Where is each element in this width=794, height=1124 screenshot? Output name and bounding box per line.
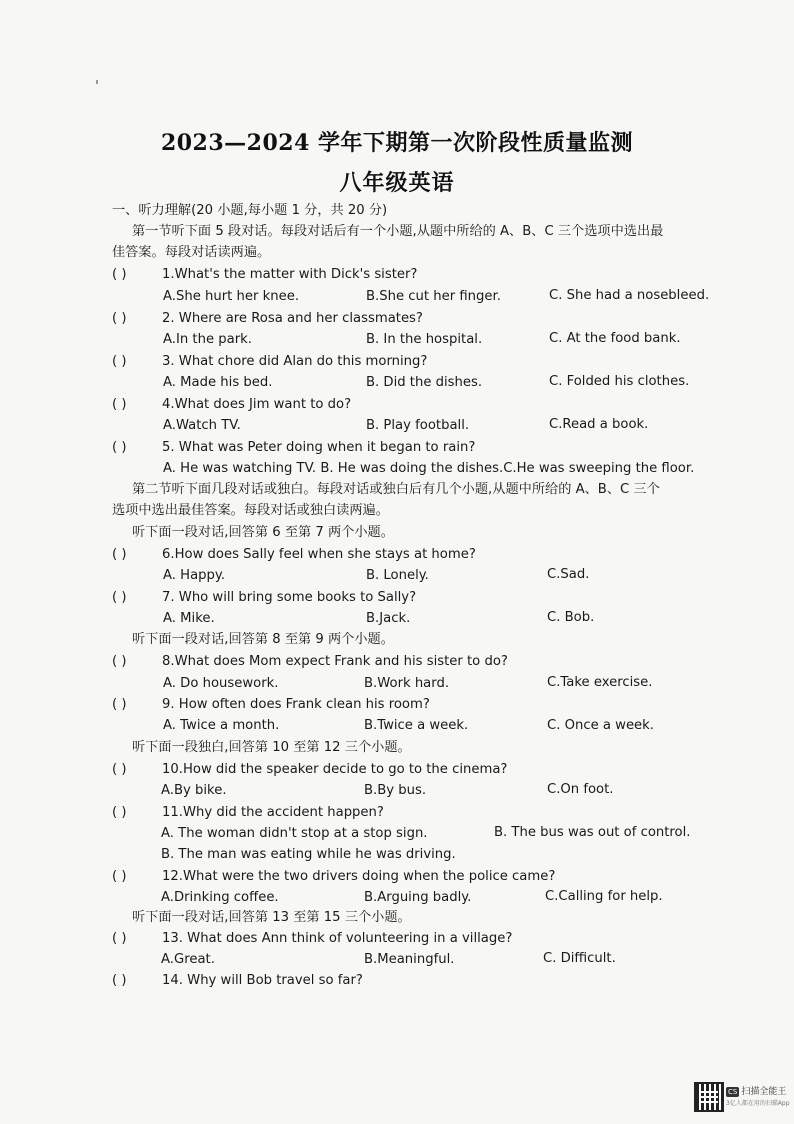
option-c: C. Once a week.	[547, 718, 655, 733]
option-a: A. The woman didn't stop at a stop sign.	[161, 826, 428, 841]
question-1	[112, 267, 417, 283]
option-c: C.Take exercise.	[547, 675, 653, 690]
answer-blank: ( )	[112, 590, 127, 605]
listening-instruction: 听下面一段独白,回答第 10 至第 12 三个小题。	[132, 740, 411, 755]
option-a: A.In the park.	[163, 332, 252, 347]
option-a: A.Drinking coffee.	[161, 890, 279, 905]
question-text: 8.What does Mom expect Frank and his sister to do?	[162, 654, 508, 669]
scanner-badge: CS	[728, 1088, 738, 1096]
option-b: B.Jack.	[366, 611, 411, 626]
answer-blank: ( )	[112, 869, 127, 884]
option-c: C.Calling for help.	[545, 889, 663, 904]
section-heading: 一、听力理解(20 小题,每小题 1 分，共 20 分)	[112, 203, 388, 218]
scan-speck	[96, 80, 98, 84]
question-4	[112, 397, 351, 413]
question-text: 4.What does Jim want to do?	[162, 397, 352, 412]
question-text: 1.What's the matter with Dick's sister?	[162, 267, 418, 282]
option-c: B. The man was eating while he was driving.	[161, 847, 456, 862]
option-a: A.Watch TV.	[163, 418, 241, 433]
scanner-name: 扫描全能王	[741, 1087, 787, 1097]
answer-blank: ( )	[112, 762, 127, 777]
option-b: B.Work hard.	[364, 676, 450, 691]
question-3	[112, 354, 427, 370]
options-abc: A. He was watching TV. B. He was doing the dishes.C.He was sweeping the floor.	[163, 461, 695, 476]
answer-blank: ( )	[112, 931, 127, 946]
question-2	[112, 311, 423, 327]
answer-blank: ( )	[112, 805, 127, 820]
option-b: B.Twice a week.	[364, 718, 469, 733]
question-8	[112, 654, 508, 670]
answer-blank: ( )	[112, 354, 127, 369]
option-c: C. Folded his clothes.	[549, 374, 690, 389]
option-a: A. Mike.	[163, 611, 215, 626]
option-b: B. Play football.	[366, 418, 470, 433]
option-a: A. Twice a month.	[163, 718, 280, 733]
option-a: A.Great.	[161, 952, 215, 967]
option-a: A. Made his bed.	[163, 375, 273, 390]
question-text: 10.How did the speaker decide to go to the cinema?	[162, 762, 508, 777]
part2-instruction-line2: 选项中选出最佳答案。每段对话或独白读两遍。	[112, 503, 389, 518]
answer-blank: ( )	[112, 973, 127, 988]
scanner-tagline: 3亿人都在用的扫描App	[726, 1100, 790, 1107]
qr-code-icon	[694, 1082, 724, 1112]
part1-instruction-line1: 第一节听下面 5 段对话。每段对话后有一个小题,从题中所给的 A、B、C 三个选项中选出最	[132, 224, 664, 239]
answer-blank: ( )	[112, 547, 127, 562]
question-text: 2. Where are Rosa and her classmates?	[162, 311, 423, 326]
listening-instruction: 听下面一段对话,回答第 6 至第 7 两个小题。	[132, 525, 394, 540]
option-a: A.By bike.	[161, 783, 227, 798]
exam-subtitle: 八年级英语	[339, 170, 455, 196]
question-text: 14. Why will Bob travel so far?	[162, 973, 363, 988]
option-c: C. At the food bank.	[549, 331, 681, 346]
answer-blank: ( )	[112, 654, 127, 669]
option-c: C. Bob.	[547, 610, 595, 625]
option-b: B.By bus.	[364, 783, 427, 798]
option-b: B.Arguing badly.	[364, 890, 472, 905]
option-c: C. She had a nosebleed.	[549, 288, 710, 303]
option-b: B. In the hospital.	[366, 332, 483, 347]
question-10	[112, 762, 507, 778]
question-6	[112, 547, 476, 563]
question-9	[112, 697, 430, 713]
question-text: 6.How does Sally feel when she stays at home?	[162, 547, 476, 562]
option-a: A.She hurt her knee.	[163, 289, 300, 304]
option-b: B. The bus was out of control.	[494, 825, 691, 840]
exam-title: 2023—2024 学年下期第一次阶段性质量监测	[160, 130, 634, 156]
option-b: B.She cut her finger.	[366, 289, 501, 304]
question-13	[112, 931, 512, 947]
option-c: C.On foot.	[547, 782, 614, 797]
option-c: C.Sad.	[547, 567, 590, 582]
question-text: 12.What were the two drivers doing when the police came?	[162, 869, 556, 884]
answer-blank: ( )	[112, 440, 127, 455]
answer-blank: ( )	[112, 397, 127, 412]
answer-blank: ( )	[112, 697, 127, 712]
question-12	[112, 869, 555, 885]
listening-instruction: 听下面一段对话,回答第 13 至第 15 三个小题。	[132, 910, 411, 925]
question-text: 7. Who will bring some books to Sally?	[162, 590, 417, 605]
listening-instruction: 听下面一段对话,回答第 8 至第 9 两个小题。	[132, 632, 394, 647]
part1-instruction-line2: 佳答案。每段对话读两遍。	[112, 245, 271, 260]
question-14	[112, 973, 363, 989]
option-a: A. Happy.	[163, 568, 226, 583]
question-11	[112, 805, 384, 821]
option-b: B. Lonely.	[366, 568, 429, 583]
option-b: B.Meaningful.	[364, 952, 455, 967]
question-7	[112, 590, 416, 606]
answer-blank: ( )	[112, 311, 127, 326]
question-text: 9. How often does Frank clean his room?	[162, 697, 430, 712]
option-c: C. Difficult.	[543, 951, 616, 966]
option-c: C.Read a book.	[549, 417, 649, 432]
question-text: 3. What chore did Alan do this morning?	[162, 354, 428, 369]
option-b: B. Did the dishes.	[366, 375, 483, 390]
scanner-logo	[726, 1084, 786, 1097]
question-text: 5. What was Peter doing when it began to rain?	[162, 440, 476, 455]
answer-blank: ( )	[112, 267, 127, 282]
question-text: 13. What does Ann think of volunteering in a village?	[162, 931, 513, 946]
part2-instruction-line1: 第二节听下面几段对话或独白。每段对话或独白后有几个小题,从题中所给的 A、B、C 三个	[132, 482, 660, 497]
question-5	[112, 440, 475, 456]
option-a: A. Do housework.	[163, 676, 279, 691]
question-text: 11.Why did the accident happen?	[162, 805, 384, 820]
